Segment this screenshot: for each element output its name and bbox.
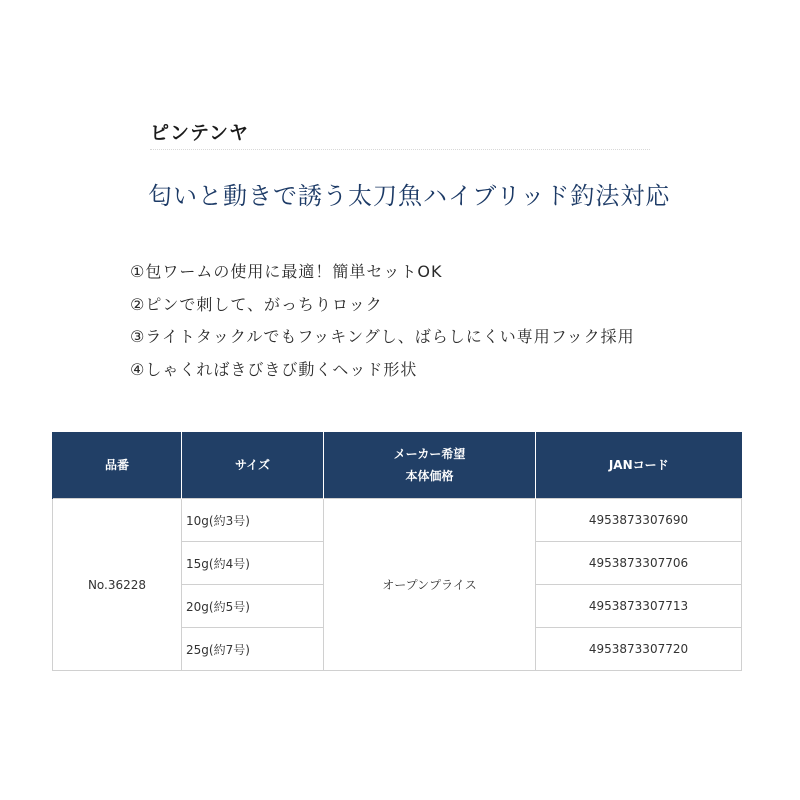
jan-cell: 4953873307706 <box>536 542 742 585</box>
header-size: サイズ <box>182 432 324 499</box>
product-name: ピンテンヤ <box>150 122 250 144</box>
feature-item: ③ライトタックルでもフッキングし、ばらしにくい専用フック採用 <box>130 327 635 346</box>
header-item-no: 品番 <box>53 432 182 499</box>
header-price-line1: メーカー希望 <box>393 447 466 461</box>
header-price <box>324 432 536 499</box>
feature-item: ①包ワームの使用に最適！簡単セットOK <box>130 262 443 281</box>
size-cell: 20g(約5号) <box>182 585 324 628</box>
size-cell: 25g(約7号) <box>182 628 324 671</box>
table-row <box>53 499 742 542</box>
table-header-row <box>53 432 742 499</box>
product-headline: 匂いと動きで誘う太刀魚ハイブリッド釣法対応 <box>148 182 671 210</box>
spec-table <box>52 432 742 671</box>
title-divider <box>150 149 650 150</box>
header-jan: JANコード <box>536 432 742 499</box>
feature-list <box>130 256 635 386</box>
feature-item: ②ピンで刺して、がっちりロック <box>130 294 383 314</box>
jan-cell: 4953873307713 <box>536 585 742 628</box>
size-cell: 10g(約3号) <box>182 499 324 542</box>
jan-cell: 4953873307720 <box>536 628 742 671</box>
header-price-line2: 本体価格 <box>405 469 454 483</box>
jan-cell: 4953873307690 <box>536 499 742 542</box>
feature-item: ④しゃくればきびきび動くヘッド形状 <box>130 359 418 379</box>
price-cell: オープンプライス <box>324 499 536 671</box>
item-no-cell: No.36228 <box>53 499 182 671</box>
size-cell: 15g(約4号) <box>182 542 324 585</box>
